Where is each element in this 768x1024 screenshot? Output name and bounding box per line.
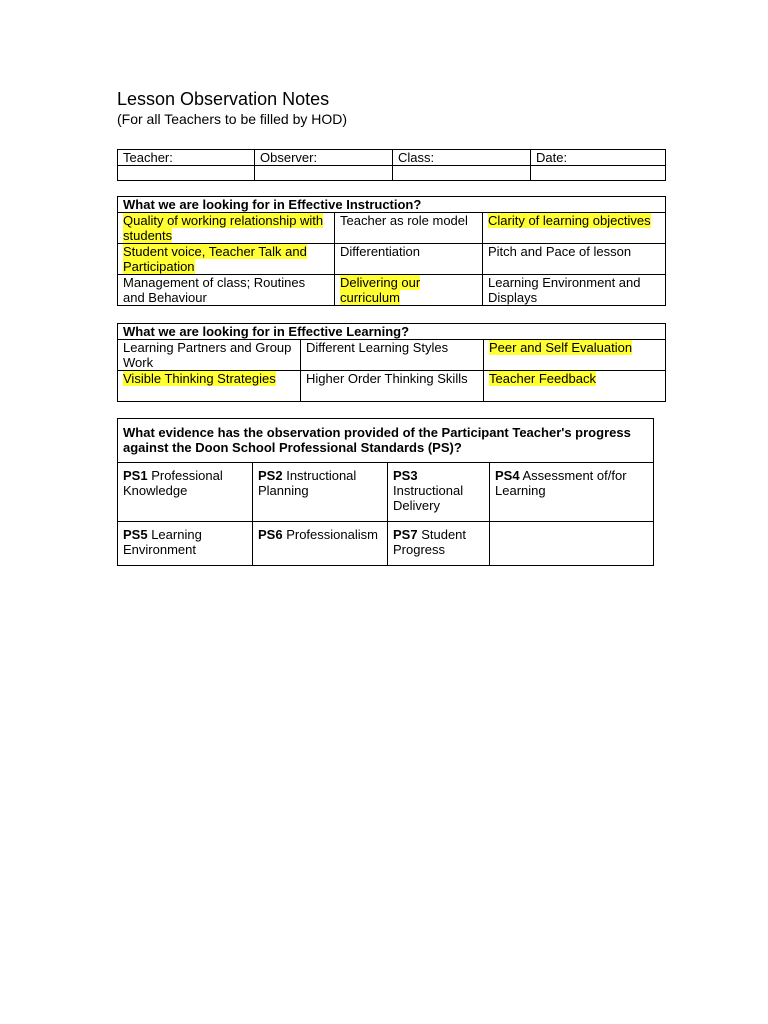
table-cell: Differentiation [335, 244, 483, 275]
highlighted-text: Quality of working relationship with students [123, 213, 324, 243]
date-label: Date: [531, 150, 666, 166]
highlighted-text: Visible Thinking Strategies [123, 371, 276, 386]
ps-label: Professionalism [286, 527, 378, 542]
table-cell [335, 275, 483, 306]
teacher-value-cell[interactable] [118, 166, 255, 181]
observer-value-cell[interactable] [255, 166, 393, 181]
ps-label: Learning Environment [123, 527, 202, 557]
learning-header: What we are looking for in Effective Learning? [118, 324, 666, 340]
table-cell: Management of class; Routines and Behaviour [118, 275, 335, 306]
ps4-cell [490, 463, 654, 522]
teacher-info-table [117, 149, 666, 181]
observer-label: Observer: [255, 150, 393, 166]
ps-code: PS5 [123, 527, 148, 542]
table-cell: Higher Order Thinking Skills [301, 371, 484, 402]
ps7-cell [388, 522, 490, 566]
table-cell [484, 371, 666, 402]
effective-instruction-table [117, 196, 666, 306]
ps-code: PS2 [258, 468, 283, 483]
table-cell [118, 244, 335, 275]
ps2-cell [253, 463, 388, 522]
table-cell [118, 213, 335, 244]
ps-code: PS3 [393, 468, 418, 483]
highlighted-text: Delivering our curriculum [340, 275, 421, 305]
table-cell: Learning Environment and Displays [483, 275, 666, 306]
ps-label: Student Progress [393, 527, 467, 557]
ps3-cell [388, 463, 490, 522]
class-label: Class: [393, 150, 531, 166]
instruction-header: What we are looking for in Effective Instruction? [118, 197, 666, 213]
page-title: Lesson Observation Notes [117, 89, 330, 109]
ps6-cell [253, 522, 388, 566]
ps-code: PS1 [123, 468, 148, 483]
ps-label: Instructional Delivery [393, 483, 464, 513]
ps1-cell [118, 463, 253, 522]
table-cell: Learning Partners and Group Work [118, 340, 301, 371]
ps-label: Instructional Planning [258, 468, 357, 498]
ps5-cell [118, 522, 253, 566]
teacher-label: Teacher: [118, 150, 255, 166]
table-cell [484, 340, 666, 371]
table-cell [483, 213, 666, 244]
ps-code: PS4 [495, 468, 520, 483]
highlighted-text: Student voice, Teacher Talk and Participation [123, 244, 307, 274]
ps-label: Professional Knowledge [123, 468, 223, 498]
highlighted-text: Peer and Self Evaluation [489, 340, 633, 355]
effective-learning-table [117, 323, 666, 402]
table-cell: Different Learning Styles [301, 340, 484, 371]
page-subtitle: (For all Teachers to be filled by HOD) [117, 111, 348, 127]
empty-cell [490, 522, 654, 566]
highlighted-text: Clarity of learning objectives [488, 213, 651, 228]
highlighted-text: Teacher Feedback [489, 371, 596, 386]
professional-standards-table [117, 418, 654, 566]
table-cell: Pitch and Pace of lesson [483, 244, 666, 275]
class-value-cell[interactable] [393, 166, 531, 181]
standards-header: What evidence has the observation provided of the Participant Teacher's progress against the Doon School Professional Standards (PS)? [118, 419, 654, 463]
document-page [117, 88, 677, 557]
table-cell [118, 371, 301, 402]
ps-code: PS7 [393, 527, 418, 542]
ps-code: PS6 [258, 527, 283, 542]
table-cell: Teacher as role model [335, 213, 483, 244]
ps-label: Assessment of/for Learning [495, 468, 627, 498]
date-value-cell[interactable] [531, 166, 666, 181]
